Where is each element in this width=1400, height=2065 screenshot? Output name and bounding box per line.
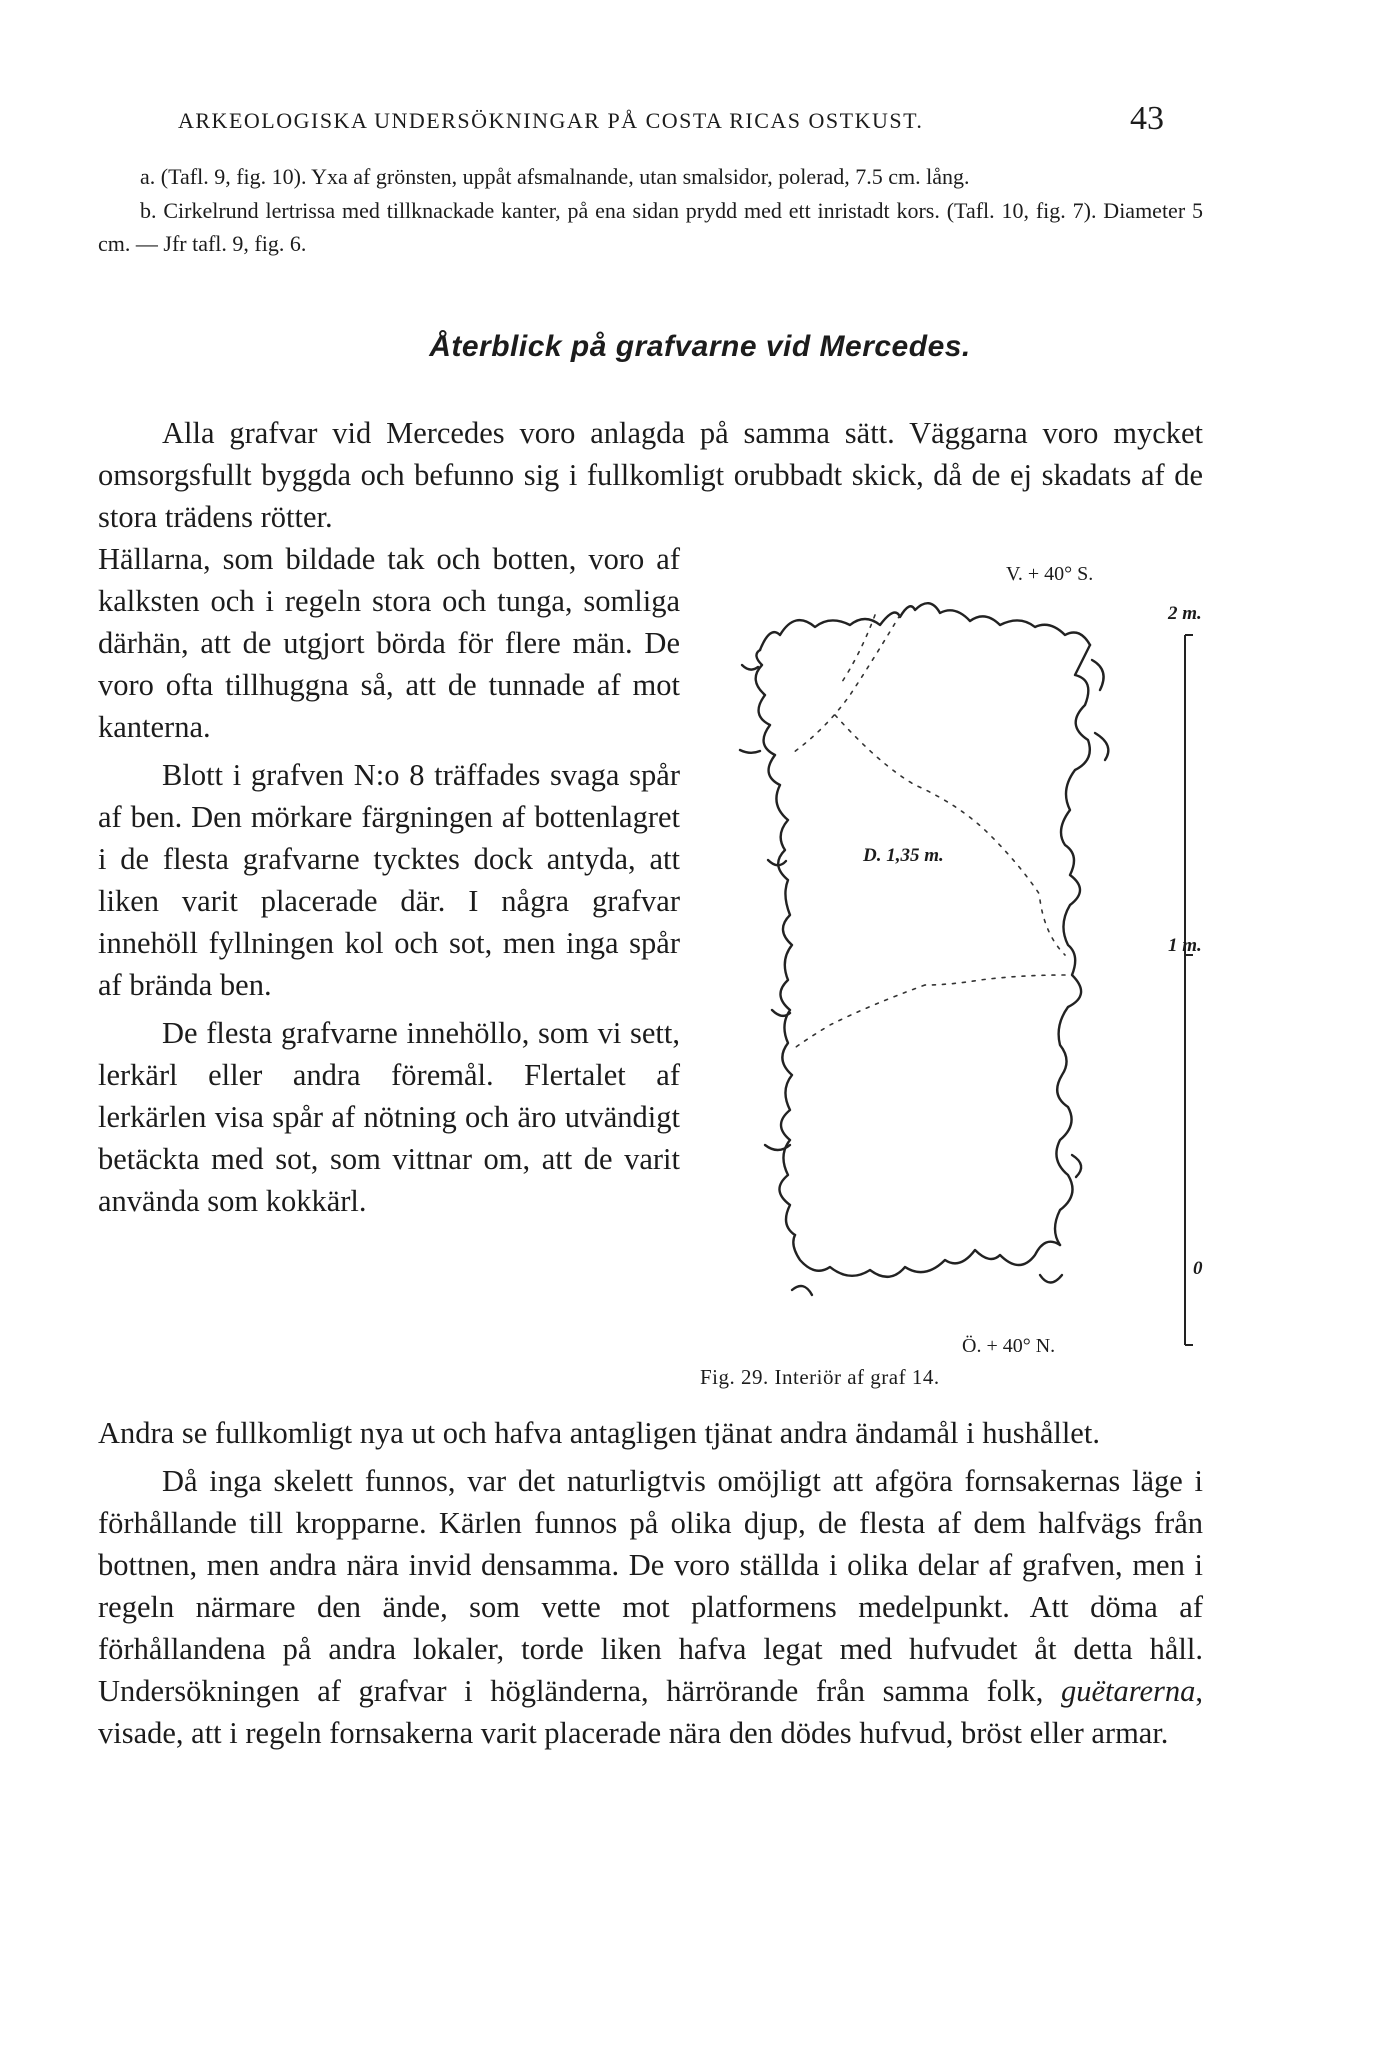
lower-text-block [98, 1412, 1203, 1754]
running-title: ARKEOLOGISKA UNDERSÖKNINGAR PÅ COSTA RICAS OSTKUST. [178, 108, 924, 133]
scale-label-2m: 2 m. [1168, 603, 1202, 624]
left-text-column [98, 538, 680, 1228]
paragraph-1-wide [98, 412, 1203, 544]
depth-label: D. 1,35 m. [863, 845, 944, 866]
dotted-guide-lines [790, 615, 1065, 1050]
scale-bar [1185, 635, 1193, 1345]
paragraph-4-end: , visade, att i regeln fornsakerna varit placerade nära den dödes hufvud, bröst eller armar. [98, 1674, 1203, 1750]
figure-caption: Fig. 29. Interiör af graf 14. [700, 1365, 940, 1389]
paragraph-1: Alla grafvar vid Mercedes voro anlagda på samma sätt. Väggarna voro mycket omsorgsfullt byggda och befunno sig i fullkomligt orubbadt skick, då de ej skadats af de stora trädens rötter. [98, 416, 1203, 534]
note-a: a. (Tafl. 9, fig. 10). Yxa af grönsten, uppåt afsmalnande, utan smalsidor, polerad, 7.5 cm. lång. [140, 164, 970, 189]
orientation-label-bottom: Ö. + 40° N. [962, 1335, 1056, 1357]
page-number: 43 [1130, 100, 1164, 137]
paragraph-4 [98, 1460, 1203, 1754]
paragraph-1-continued: Hällarna, som bildade tak och botten, voro af kalksten och i regeln stora och tunga, somliga därhän, att de utgjort börda för flere män. De voro ofta tillhuggna så, att de tunnade af mot kanterna. [98, 542, 680, 744]
item-notes [98, 160, 1203, 261]
italic-term: guëtarerna [1060, 1674, 1196, 1708]
grave-plan-drawing [700, 555, 1220, 1395]
paragraph-3-continued: Andra se fullkomligt nya ut och hafva antagligen tjänat andra ändamål i hushållet. [98, 1416, 1100, 1450]
paragraph-2: Blott i grafven N:o 8 träffades svaga spår af ben. Den mörkare färgningen af bottenlagret i de flesta grafvarne tycktes dock antyda, att liken varit placerade där. I några grafvar innehöll fyllningen kol och sot, men inga spår af brända ben. [98, 758, 680, 1002]
scale-label-1m: 1 m. [1168, 935, 1202, 956]
section-heading: Återblick på grafvarne vid Mercedes. [429, 330, 971, 363]
grave-figure [700, 555, 1220, 1395]
orientation-label-top: V. + 40° S. [1006, 563, 1094, 585]
paragraph-4-start: Då inga skelett funnos, var det naturligtvis omöjligt att afgöra fornsakernas läge i förhållande till kropparne. Kärlen funnos på olika djup, de flesta af dem halfvägs från bottnen, men andra nära invid densamma. De voro ställda i olika delar af grafven, men i regeln närmare den ände, som vette mot platformens medelpunkt. Att döma af förhållandena på andra lokaler, torde liken hafva legat med hufvudet åt detta håll. Undersökningen af grafvar i högländerna, härrörande från samma folk, [98, 1464, 1203, 1708]
grave-wall-outline [740, 603, 1108, 1295]
note-b: b. Cirkelrund lertrissa med tillknackade kanter, på ena sidan prydd med ett inristadt kors. (Tafl. 10, fig. 7). Diameter 5 cm. — Jfr tafl. 9, fig. 6. [98, 198, 1203, 256]
scale-label-zero: 0 [1193, 1258, 1203, 1279]
paragraph-3: De flesta grafvarne innehöllo, som vi sett, lerkärl eller andra föremål. Flertalet af lerkärlen visa spår af nötning och äro utvändigt betäckta med sot, som vittnar om, att de varit använda som kokkärl. [98, 1016, 680, 1218]
